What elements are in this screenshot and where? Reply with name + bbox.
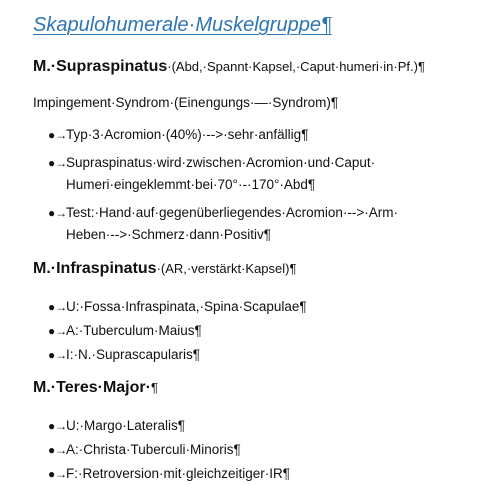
- bullet-icon: ●→: [48, 467, 68, 481]
- list-item: [48, 202, 398, 224]
- list-item-text: U:·Fossa·Infraspinata,·Spina·Scapulae¶: [66, 299, 307, 314]
- heading-teres-major-detail: ¶: [150, 380, 158, 395]
- bullet-icon: ●→: [48, 348, 68, 362]
- list-item-text: A:·Christa·Tuberculi·Minoris¶: [66, 442, 241, 457]
- list-item: [48, 344, 200, 366]
- heading-infraspinatus-name: M.·Infraspinatus: [33, 260, 157, 277]
- heading-supraspinatus-name: M.·Supraspinatus: [33, 58, 168, 75]
- list-item-text: Test:·Hand·auf·gegenüberliegendes·Acromion·-->·Arm·: [66, 205, 399, 220]
- bullet-icon: ●→: [48, 206, 68, 220]
- impingement-paragraph: Impingement·Syndrom·(Einengungs·—·Syndrom)¶: [33, 95, 339, 110]
- list-item-text: I:·N.·Suprascapularis¶: [66, 347, 201, 362]
- list-item-text: U:·Margo·Lateralis¶: [66, 418, 186, 433]
- list-item-text: Typ·3·Acromion·(40%)·-->·sehr·anfällig¶: [66, 127, 309, 142]
- document-title: Skapulohumerale·Muskelgruppe¶: [33, 14, 332, 36]
- list-item: [48, 124, 308, 146]
- heading-teres-major: [33, 379, 158, 397]
- heading-infraspinatus-detail: ·(AR,·verstärkt·Kapsel)¶: [156, 261, 297, 276]
- bullet-icon: ●→: [48, 300, 68, 314]
- bullet-icon: ●→: [48, 324, 68, 338]
- list-item: [48, 320, 202, 342]
- list-item-continuation: Heben·-->·Schmerz·dann·Positiv¶: [66, 227, 271, 242]
- bullet-icon: ●→: [48, 443, 68, 457]
- heading-supraspinatus: [33, 58, 425, 76]
- list-item-text: F:·Retroversion·mit·gleichzeitiger·IR¶: [66, 466, 291, 481]
- list-item: [48, 415, 185, 437]
- bullet-icon: ●→: [48, 156, 68, 170]
- heading-infraspinatus: [33, 260, 296, 278]
- heading-supraspinatus-detail: ·(Abd,·Spannt·Kapsel,·Caput·humeri·in·Pf.)¶: [167, 59, 425, 74]
- list-item-text: Supraspinatus·wird·zwischen·Acromion·und·Caput·: [66, 155, 376, 170]
- list-item-continuation: Humeri·eingeklemmt·bei·70°·-·170°·Abd¶: [66, 177, 316, 192]
- list-item: [48, 463, 290, 485]
- list-item-text: A:·Tuberculum·Maius¶: [66, 323, 202, 338]
- list-item: [48, 152, 375, 174]
- list-item: [48, 296, 307, 318]
- heading-teres-major-name: M.·Teres·Major·: [33, 379, 151, 396]
- list-item: [48, 439, 241, 461]
- bullet-icon: ●→: [48, 128, 68, 142]
- bullet-icon: ●→: [48, 419, 68, 433]
